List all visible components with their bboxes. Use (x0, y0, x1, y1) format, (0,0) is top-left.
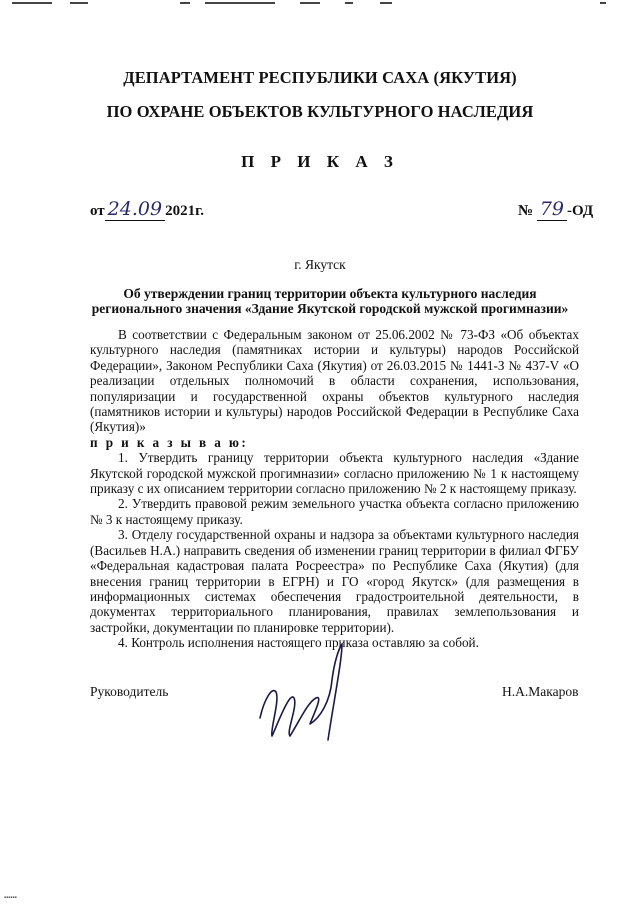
date-suffix: 2021г. (165, 203, 204, 219)
document-number (518, 198, 593, 220)
scan-artifact (380, 2, 392, 4)
city: г. Якутск (294, 257, 346, 272)
order-item-3: 3. Отделу государственной охраны и надзора за объектами культурного наследия (Васильев Н.А.) направить сведения об изменении границ территории в филиал ФГБУ «Федеральная кадастровая палата Росреестра» по Республике Саха (Якутия) (для внесения границ территории в ЕГРН) и ГО «город Якутск» (для размещения в информационных системах обеспечения градостроительной деятельности, в документах территориального планирования, правилах землепользования и застройки, документации по планировке территории). (90, 527, 579, 635)
document-date (90, 198, 204, 220)
scan-artifact (70, 2, 88, 4)
department-name-line1: ДЕПАРТАМЕНТ РЕСПУБЛИКИ САХА (ЯКУТИЯ) (123, 68, 517, 87)
number-prefix: № (518, 203, 534, 219)
number-handwritten: 79 (537, 198, 567, 221)
order-item-2: 2. Утвердить правовой режим земельного участка объекта согласно приложению № 3 к настоящему приказу. (90, 496, 579, 527)
scan-artifact (345, 2, 353, 4)
scan-artifact (300, 2, 320, 4)
scan-artifact (12, 2, 52, 4)
scan-artifact (600, 2, 606, 4)
orders-word-line (90, 435, 579, 450)
signatory-name: Н.А.Макаров (502, 684, 579, 699)
order-item-4: 4. Контроль исполнения настоящего приказа оставляю за собой. (118, 635, 479, 651)
number-suffix: -ОД (567, 203, 594, 219)
signature-icon (250, 640, 360, 750)
scan-artifact (205, 2, 275, 4)
orders-word: п р и к а з ы в а ю: (90, 434, 249, 450)
department-name-line2: ПО ОХРАНЕ ОБЪЕКТОВ КУЛЬТУРНОГО НАСЛЕДИЯ (106, 102, 534, 121)
scan-mark: ▪▪▪▪▪▪ (4, 895, 17, 901)
document-body (90, 327, 579, 651)
preamble: В соответствии с Федеральным законом от 25.06.2002 № 73-ФЗ «Об объектах культурного наследия (памятниках истории и культуры) народов Российской Федерации», Законом Республики Саха (Якутия) от 26.03.2015 № 1441-З № 437-V «О реализации отдельных полномочий в области сохранения, использования, популяризации и государственной охраны объектов культурного наследия (памятников истории и культуры) народов Российской Федерации в Республике Саха (Якутия)» (90, 327, 579, 435)
document-type: П Р И К А З (241, 152, 399, 171)
scan-artifact (180, 2, 190, 4)
date-handwritten: 24.09 (105, 198, 165, 221)
signatory-position: Руководитель (90, 684, 169, 699)
date-prefix: от (90, 203, 105, 219)
order-item-1: 1. Утвердить границу территории объекта культурного наследия «Здание Якутской городской мужской прогимназии» согласно приложению № 1 к настоящему приказу с их описанием территории согласно приложению № 2 к настоящему приказу. (90, 450, 579, 497)
document-title: Об утверждении границ территории объекта культурного наследия регионального значения «Здание Якутской городской мужской прогимназии» (91, 286, 569, 316)
